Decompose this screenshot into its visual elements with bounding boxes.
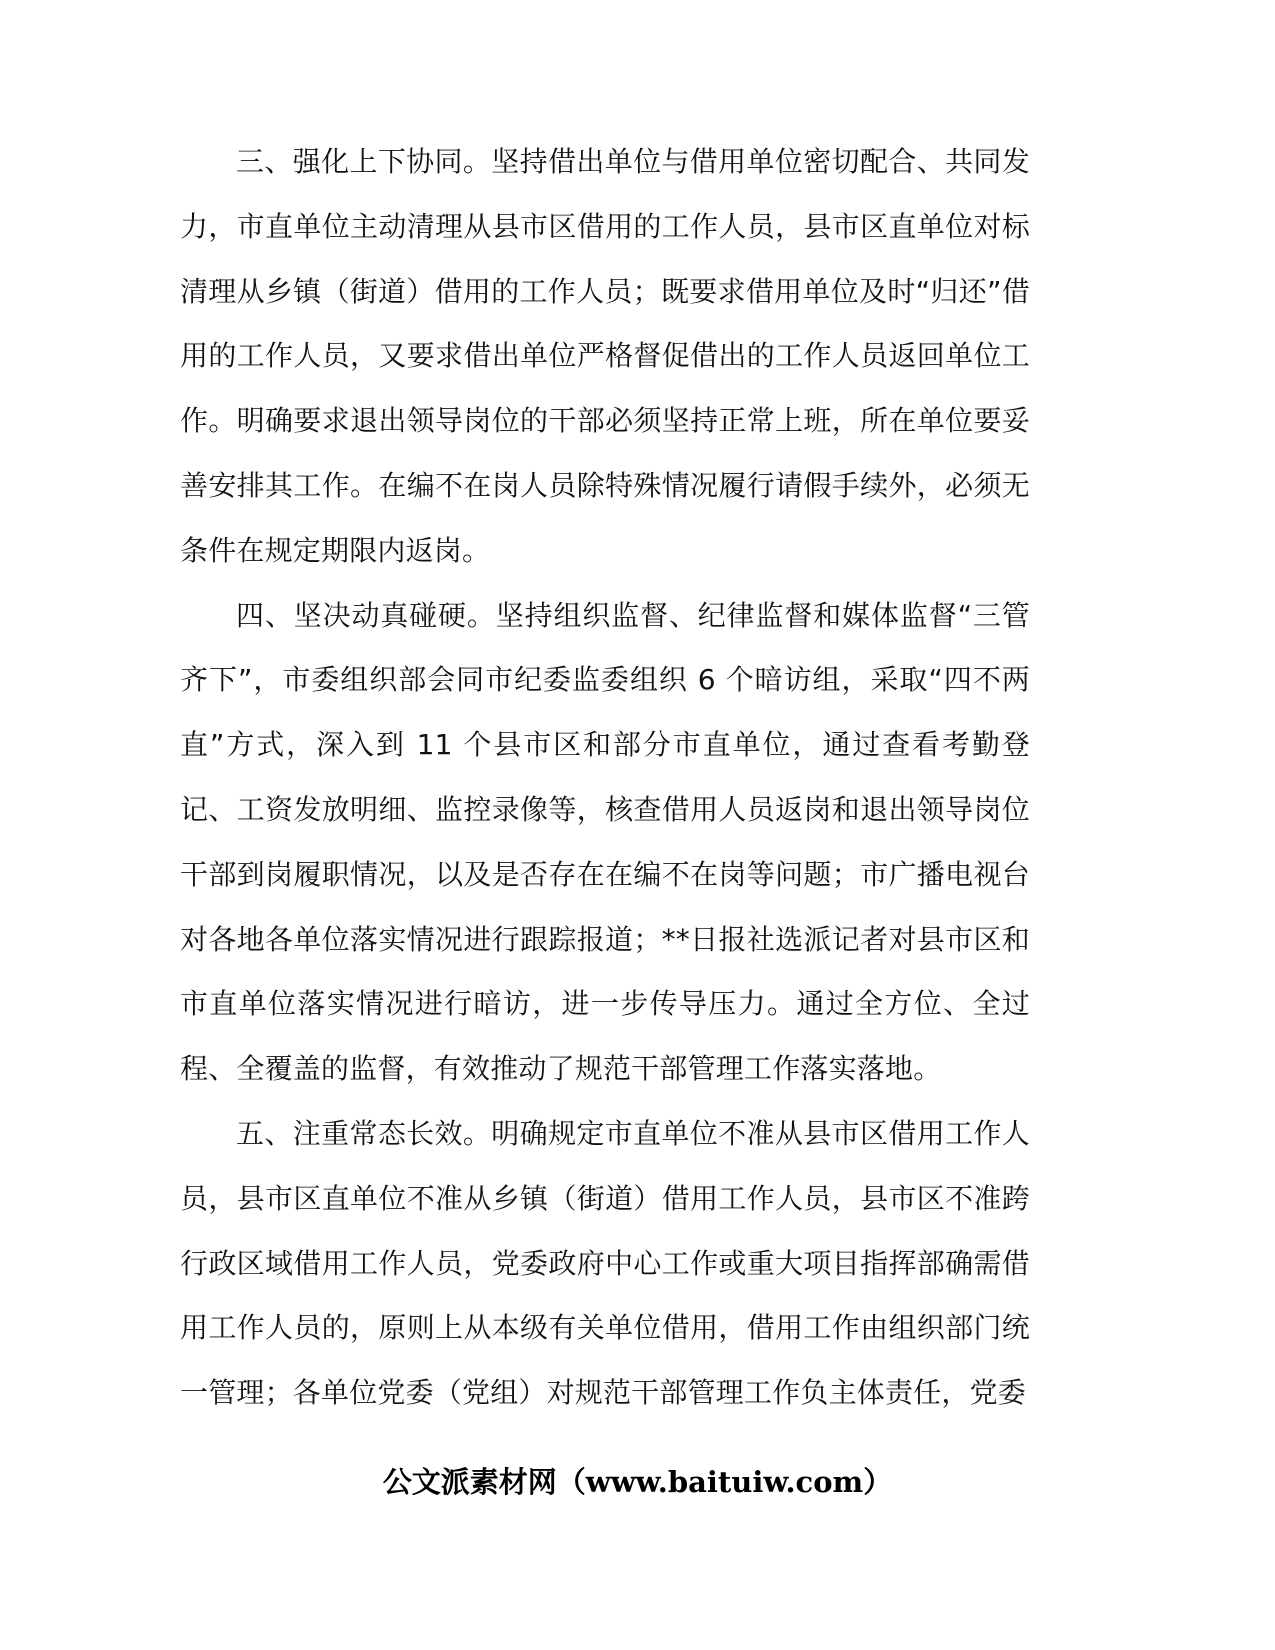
paragraph-long-term-effect: 五、注重常态长效。明确规定市直单位不准从县市区借用工作人员，县市区直单位不准从乡镇（街道）借用工作人员，县市区不准跨行政区域借用工作人员，党委政府中心工作或重大项目指挥部确需借用工作人员的，原则上从本级有关单位借用，借用工作由组织部门统一管理；各单位党委（党组）对规范干部管理工作负主体责任，党委 (180, 1116, 1030, 1410)
paragraph-strict-enforcement: 四、坚决动真碰硬。坚持组织监督、纪律监督和媒体监督“三管齐下”，市委组织部会同市纪委监委组织 6 个暗访组，采取“四不两直”方式，深入到 11 个县市区和部分市直单位，通过查看考勤登记、工资发放明细、监控录像等，核查借用人员返岗和退出领导岗位干部到岗履职情况，以及是否存在在编不在岗等问题；市广播电视台对各地各单位落实情况进行跟踪报道；**日报社选派记者对县市区和市直单位落实情况进行暗访，进一步传导压力。通过全方位、全过程、全覆盖的监督，有效推动了规范干部管理工作落实落地。 (180, 598, 1030, 1086)
document-body (180, 130, 1030, 1426)
page-footer-watermark: 公文派素材网（www.baituiw.com） (382, 1465, 893, 1499)
paragraph-strengthen-coordination: 三、强化上下协同。坚持借出单位与借用单位密切配合、共同发力，市直单位主动清理从县市区借用的工作人员，县市区直单位对标清理从乡镇（街道）借用的工作人员；既要求借用单位及时“归还”借用的工作人员，又要求借出单位严格督促借出的工作人员返回单位工作。明确要求退出领导岗位的干部必须坚持正常上班，所在单位要妥善安排其工作。在编不在岗人员除特殊情况履行请假手续外，必须无条件在规定期限内返岗。 (180, 145, 1030, 567)
